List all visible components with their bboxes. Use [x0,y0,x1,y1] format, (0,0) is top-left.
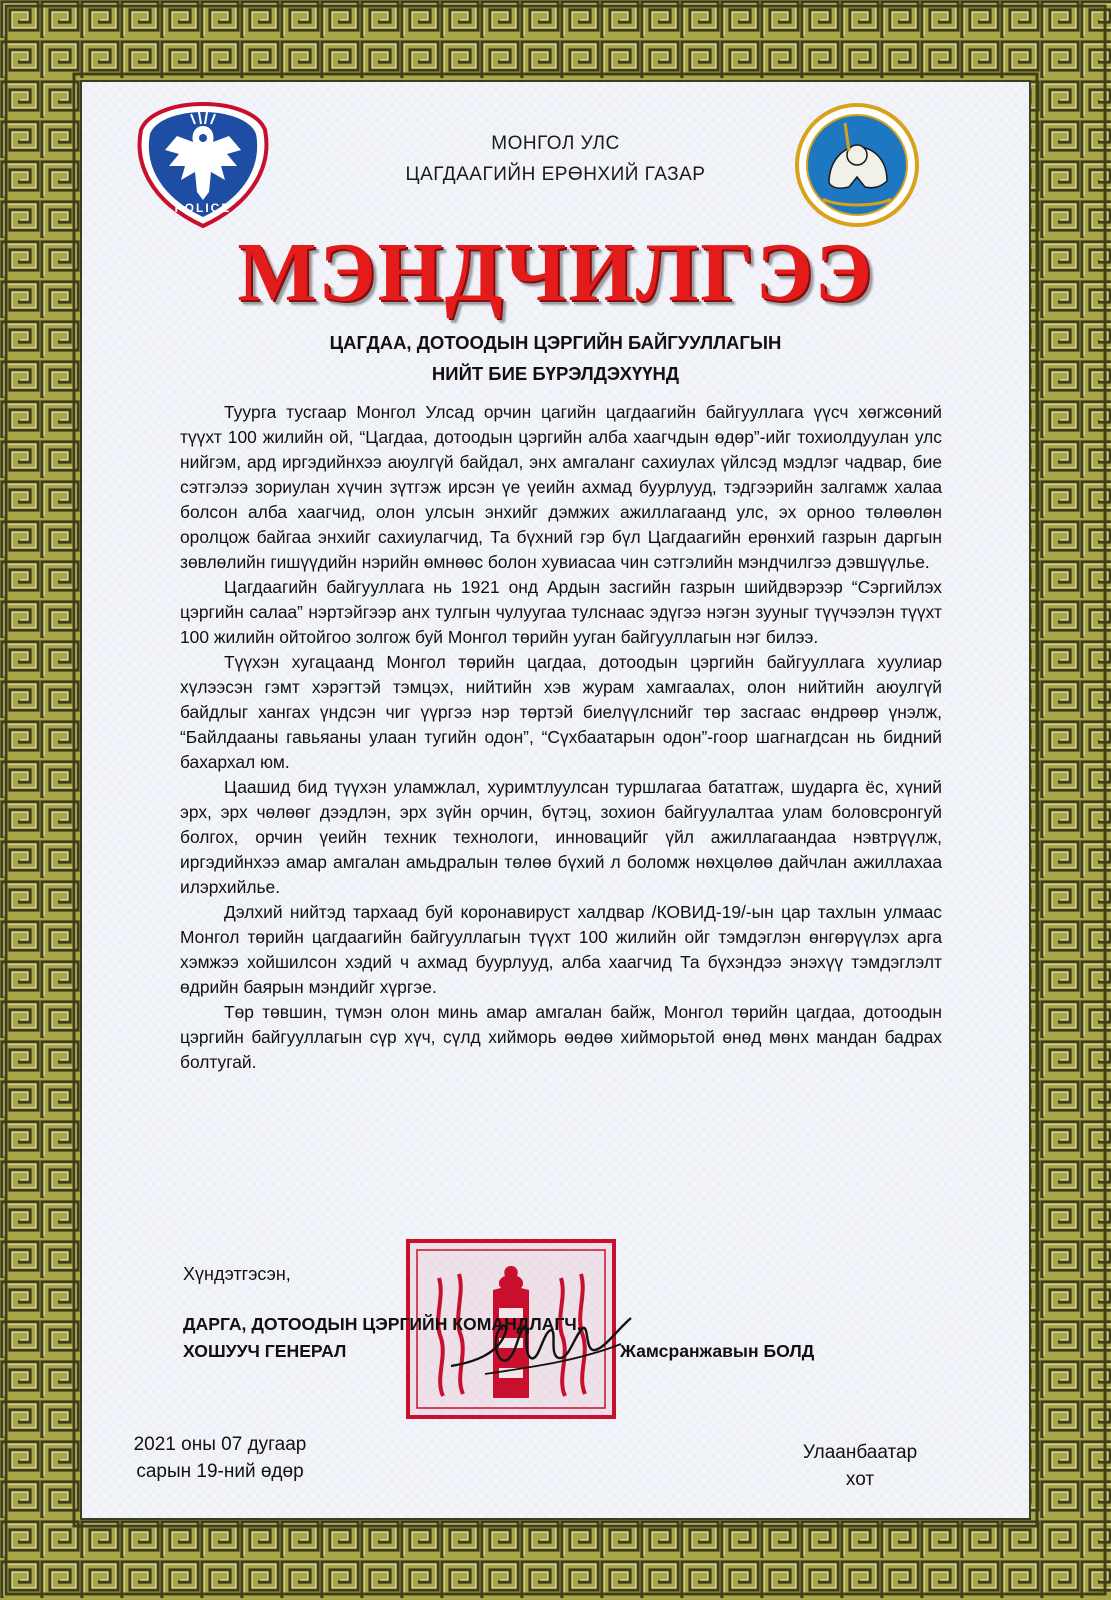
body-paragraph-1: Тууpга тусгаар Монгол Улсад орчин цагийн цагдаагийн байгууллага үүсч хөгжсөний түүхт 100 жилийн ой, “Цагдаа, дотоодын цэргийн алба хаагчдын өдөр”-ийг тохиолдуулан улс нийгэм, ард иргэдийнхээ аюулгүй байдал, энх амгаланг сахиулах үйлсэд мэдлэг чадвар, бие сэтгэлээ зориулан хүчин зүтгэж ирсэн үе үеийн ахмад буурлууд, тэдгээрийн залгамж халаа болсон алба хаагчид, олон улсын энхийг дэмжих ажиллагаанд улс, эх орноо төлөөлөн оролцож байгаа энхийг сахиулагчид, Та бүхний гэр бүл Цагдаагийн ерөнхий газрын даргын зөвлөлийн гишүүдийн нэрийн өмнөөс болон хувиасаа чин сэтгэлийн мэндчилгээ дэвшүүлье. [180,402,942,572]
organization-name: ЦАГДААГИЙН ЕРӨНХИЙ ГАЗАР [405,164,706,185]
addressee [0,327,1111,389]
letter-body [180,400,942,1075]
document-title: МЭНДЧИЛГЭЭ [237,226,874,319]
addressee-line-1: ЦАГДАА, ДОТООДЫН ЦЭРГИЙН БАЙГУУЛЛАГЫН [329,332,782,353]
date-line-2: сарын 19-ний өдөр [136,1461,304,1482]
country-name: МОНГОЛ УЛС [491,133,620,154]
body-paragraph-2: Цагдаагийн байгууллага нь 1921 онд Ардын засгийн газрын шийдвэрээр “Сэргийлэх цэргийн салаа” нэртэйгээр анх тулгын чулуугаа тулснаас эдүгээ нэгэн зууныг түүчээлэн түүхт 100 жилийн ойтойгоо золгож буй Монгол төрийн ууган байгууллагын нэг билээ. [180,577,942,647]
police-logo-text: POLICE [174,201,232,215]
body-paragraph-4: Цаашид бид түүхэн уламжлал, хуримтлуулсан туршлагаа бататгаж, шударга ёс, хүний эрх, эрх чөлөөг дээдлэн, эрх зүйн орчин, бүтэц, зохион байгуулалтаа улам боловсронгуй болгох, орчин үеийн техник технологи, инновацийг үйл ажиллагаандаа нэвтрүүлж, иргэдийнхээ амар амгалан амьдралын төлөө бүхий л боломж нөхцөлөө дайчлан ажиллахаа илэрхийлье. [180,777,942,897]
signatory-rank: ХОШУУЧ ГЕНЕРАЛ [183,1341,347,1361]
signatory-name: Жамсранжавын БОЛД [620,1341,815,1361]
addressee-line-2: НИЙТ БИЕ БҮРЭЛДЭХҮҮНД [431,363,680,384]
closing-salutation: Хүндэтгэсэн, [183,1264,291,1284]
signatory-title: ДАРГА, ДОТООДЫН ЦЭРГИЙН КОМАНДЛАГЧ, [183,1314,582,1334]
place-line-2: хот [845,1469,875,1490]
body-paragraph-6: Төр төвшин, түмэн олон минь амар амгалан байж, Монгол төрийн цагдаа, дотоодын цэргийн байгууллагын сүр хүч, сүлд хийморь өөдөө хийморьтой өнөд мөнх мандан бадрах болтугай. [180,1002,942,1072]
place-line-1: Улаанбаатар [802,1442,918,1463]
body-paragraph-3: Түүхэн хугацаанд Монгол төрийн цагдаа, дотоодын цэргийн байгууллага хуулиар хүлээсэн гэмт хэрэгтэй тэмцэх, нийтийн хэв журам хамгаалах, олон нийтийн аюулгүй байдлыг хангах үндсэн чиг үүргээ нэр төртэй биелүүлснийг төр засгаас өндрөөр үнэлж, “Байлдааны гавьяаны улаан тугийн одон”, “Сүхбаатарын одон”-гоор шагнагдсан нь бидний бахархал юм. [180,652,942,772]
handwritten-signature-icon [445,1304,635,1384]
body-paragraph-5: Дэлхий нийтэд тархаад буй коронавируст халдвар /КОВИД-19/-ын цар тахлын улмаас Монгол төрийн цагдаагийн байгууллагын түүхт 100 жилийн ойг тэмдэглэн өнгөрүүлэх арга хэмжээ хойшилсон хэдий ч ахмад буурлууд, алба хаагчид Та бүхэндээ энэхүү тэмдэглэлт өдрийн баярын мэндийг хүргэе. [180,902,942,997]
date-line-1: 2021 оны 07 дугаар [133,1434,307,1455]
